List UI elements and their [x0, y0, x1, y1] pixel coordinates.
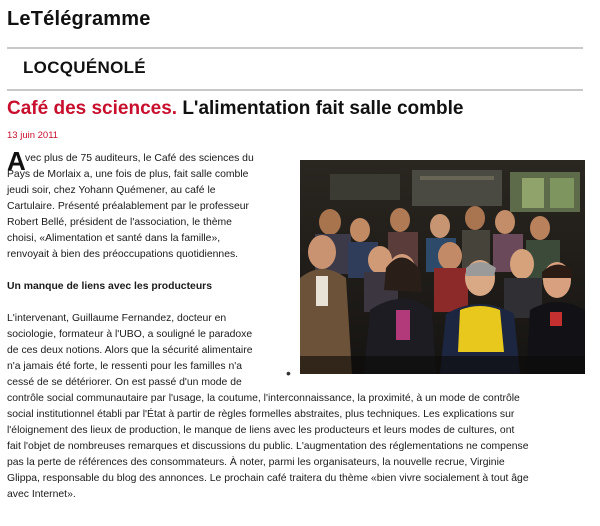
headline-kicker: Café des sciences.	[7, 98, 178, 119]
intro-line: Pays de Morlaix a, une fois de plus, fait salle comble	[7, 169, 249, 180]
article-date: 13 juin 2011	[7, 130, 59, 141]
body-line: social institutionnel établi par l'État à partir de règles formelles abstraites, plus techniques. Les explications sur	[7, 409, 515, 420]
intro-line: Cartulaire. Présenté préalablement par le professeur	[7, 201, 249, 212]
body-line: avec Internet».	[7, 489, 76, 500]
site-logo[interactable]: LeTélégramme	[7, 8, 151, 30]
body-line: sociologie, formateur à l'UBO, a souligné le paradoxe	[7, 329, 253, 340]
intro-line: vec plus de 75 auditeurs, le Café des sciences du	[25, 153, 254, 164]
intro-line: Robert Bellé, président de l'association, le thème	[7, 217, 232, 228]
body-line: contrôle social communautaire par l'usage, la coutume, l'interconnaissance, la proximité, à un mode de contrôle	[7, 393, 520, 404]
intro-line: jeudi soir, chez Yohann Quémener, au café le	[7, 185, 216, 196]
body-line: l'éloignement des lieux de production, le manque de liens avec les producteurs et leurs modes de cultures, ont	[7, 425, 515, 436]
body-line: fait l'objet de nombreuses remarques et discussions du public. L'augmentation des réglementations ne compense	[7, 441, 529, 452]
article-subheading: Un manque de liens avec les producteurs	[7, 281, 212, 292]
body-line: cessé de se détériorer. On est passé d'un mode de	[7, 377, 242, 388]
body-line: Glippa, responsable du blog des annonces. Le prochain café traitera du thème «bien vivre socialement à tout âge	[7, 473, 529, 484]
section-divider	[7, 89, 583, 91]
audience-photo[interactable]	[300, 160, 585, 374]
headline-title: L'alimentation fait salle comble	[182, 98, 464, 119]
photo-bullet: •	[286, 365, 291, 381]
intro-line: renvoyait à bien des préoccupations quotidiennes.	[7, 249, 239, 260]
header-divider	[7, 47, 583, 49]
article-headline	[7, 98, 463, 120]
body-line: de ces deux notions. Alors que la sécurité alimentaire	[7, 345, 253, 356]
drop-cap: A	[7, 146, 26, 176]
body-line: pas la perte de références des consommateurs. À noter, parmi les organisateurs, la nouvelle recrue, Virginie	[7, 457, 505, 468]
section-title: LOCQUÉNOLÉ	[23, 58, 146, 77]
audience-photo-illustration	[300, 160, 585, 374]
intro-line: choisi, «Alimentation et santé dans la famille»,	[7, 233, 221, 244]
body-line: L'intervenant, Guillaume Fernandez, docteur en	[7, 313, 227, 324]
body-line: n'a jamais été forte, le ressenti pour les familles n'a	[7, 361, 242, 372]
